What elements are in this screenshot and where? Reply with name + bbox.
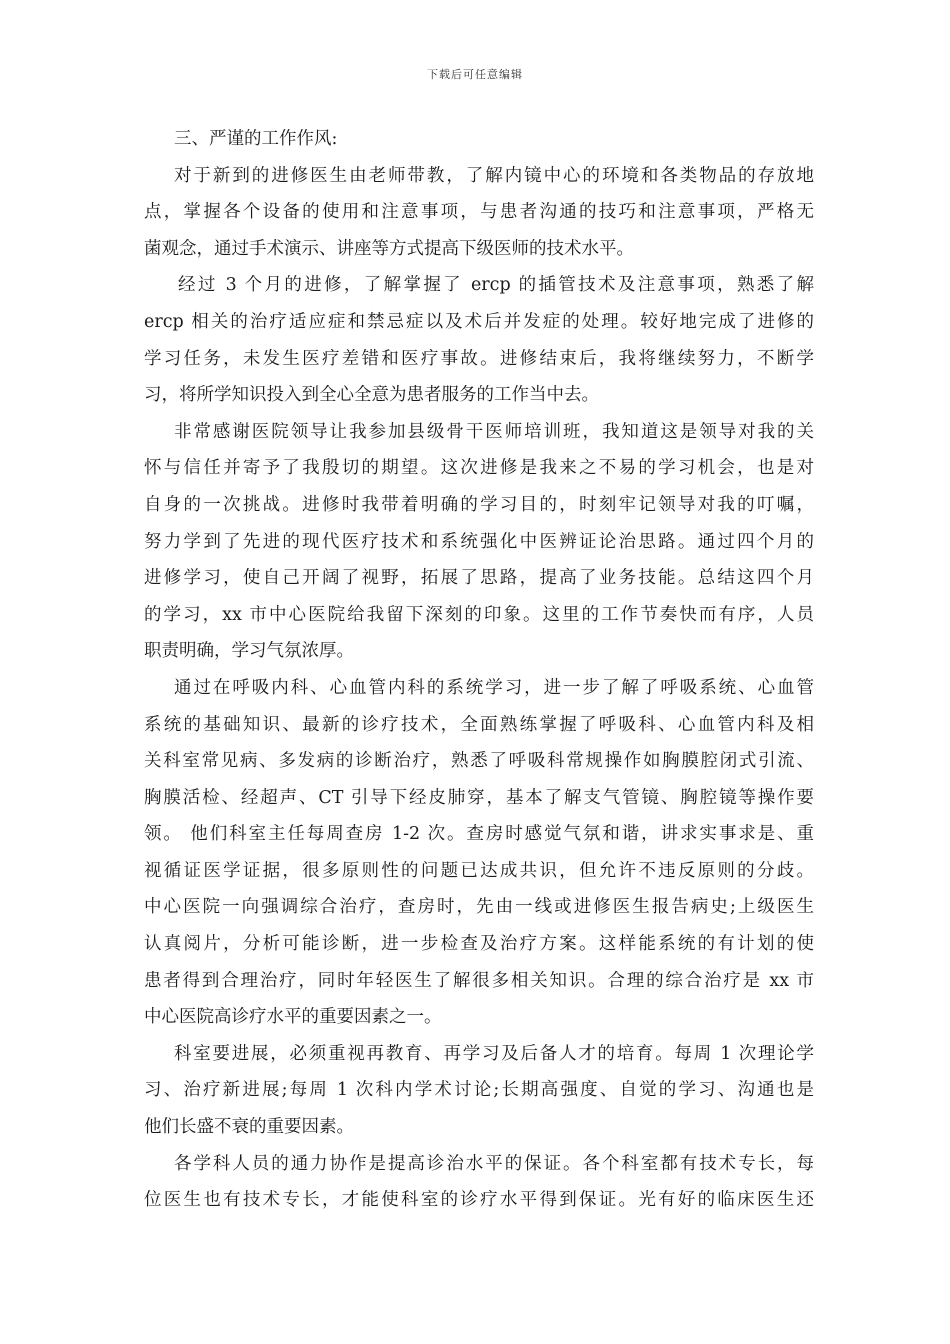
- text-line: 非常感谢医院领导让我参加县级骨干医师培训班，我知道这是领导对我的关: [174, 421, 814, 442]
- text-line: 患者得到合理治疗，同时年轻医生了解很多相关知识。合理的综合治疗是 xx 市: [144, 970, 814, 991]
- text-line: 点，掌握各个设备的使用和注意事项，与患者沟通的技巧和注意事项，严格无: [144, 202, 814, 223]
- text-line: 怀与信任并寄予了我殷切的期望。这次进修是我来之不易的学习机会，也是对: [144, 458, 814, 479]
- paragraph: [144, 158, 814, 268]
- paragraph: [144, 1146, 814, 1219]
- text-line: 通过在呼吸内科、心血管内科的系统学习，进一步了解了呼吸系统、心血管: [174, 677, 814, 698]
- text-line: 中心医院高诊疗水平的重要因素之一。: [144, 1007, 442, 1028]
- document-body: [144, 121, 814, 1219]
- text-line: 胸膜活检、经超声、CT 引导下经皮肺穿，基本了解支气管镜、胸腔镜等操作要: [144, 787, 814, 808]
- text-line: 他们长盛不衰的重要因素。: [144, 1117, 354, 1138]
- text-line: 菌观念，通过手术演示、讲座等方式提高下级医师的技术水平。: [144, 238, 634, 259]
- text-line: 位医生也有技术专长，才能使科室的诊疗水平得到保证。光有好的临床医生还: [144, 1190, 814, 1211]
- text-line: 中心医院一向强调综合治疗，查房时，先由一线或进修医生报告病史;上级医生: [144, 897, 814, 918]
- text-line: 领。 他们科室主任每周查房 1-2 次。查房时感觉气氛和谐，讲求实事求是、重: [144, 824, 814, 845]
- text-line: 职责明确，学习气氛浓厚。: [144, 641, 354, 662]
- text-line: 科室要进展，必须重视再教育、再学习及后备人才的培育。每周 1 次理论学: [174, 1043, 814, 1064]
- text-line: 习，将所学知识投入到全心全意为患者服务的工作当中去。: [144, 385, 599, 406]
- text-line: 三、严谨的工作作风:: [174, 129, 338, 149]
- text-line: 习、治疗新进展;每周 1 次科内学术讨论;长期高强度、自觉的学习、沟通也是: [144, 1080, 814, 1101]
- paragraph: [144, 414, 814, 670]
- paragraph: [144, 670, 814, 1036]
- paragraph: [144, 121, 814, 158]
- text-line: 经过 3 个月的进修，了解掌握了 ercp 的插管技术及注意事项，熟悉了解: [178, 275, 814, 296]
- text-line: 系统的基础知识、最新的诊疗技术，全面熟练掌握了呼吸科、心血管内科及相: [144, 714, 814, 735]
- text-line: 进修学习，使自己开阔了视野，拓展了思路，提高了业务技能。总结这四个月: [144, 568, 814, 589]
- text-line: 努力学到了先进的现代医疗技术和系统强化中医辨证论治思路。通过四个月的: [144, 531, 814, 552]
- text-line: ercp 相关的治疗适应症和禁忌症以及术后并发症的处理。较好地完成了进修的: [144, 311, 814, 332]
- text-line: 视循证医学证据，很多原则性的问题已达成共识，但允许不违反原则的分歧。: [144, 860, 814, 881]
- text-line: 的学习，xx 市中心医院给我留下深刻的印象。这里的工作节奏快而有序，人员: [144, 604, 814, 625]
- text-line: 关科室常见病、多发病的诊断治疗，熟悉了呼吸科常规操作如胸膜腔闭式引流、: [144, 751, 814, 772]
- text-line: 各学科人员的通力协作是提高诊治水平的保证。各个科室都有技术专长，每: [174, 1153, 814, 1174]
- text-line: 学习任务，未发生医疗差错和医疗事故。进修结束后，我将继续努力，不断学: [144, 348, 814, 369]
- paragraph: [144, 1036, 814, 1146]
- text-line: 认真阅片，分析可能诊断，进一步检查及治疗方案。这样能系统的有计划的使: [144, 934, 814, 955]
- page-header: 下载后可任意编辑: [427, 68, 523, 81]
- paragraph: [144, 267, 814, 413]
- text-line: 对于新到的进修医生由老师带教，了解内镜中心的环境和各类物品的存放地: [174, 165, 814, 186]
- text-line: 自身的一次挑战。进修时我带着明确的学习目的，时刻牢记领导对我的叮嘱，: [144, 494, 814, 515]
